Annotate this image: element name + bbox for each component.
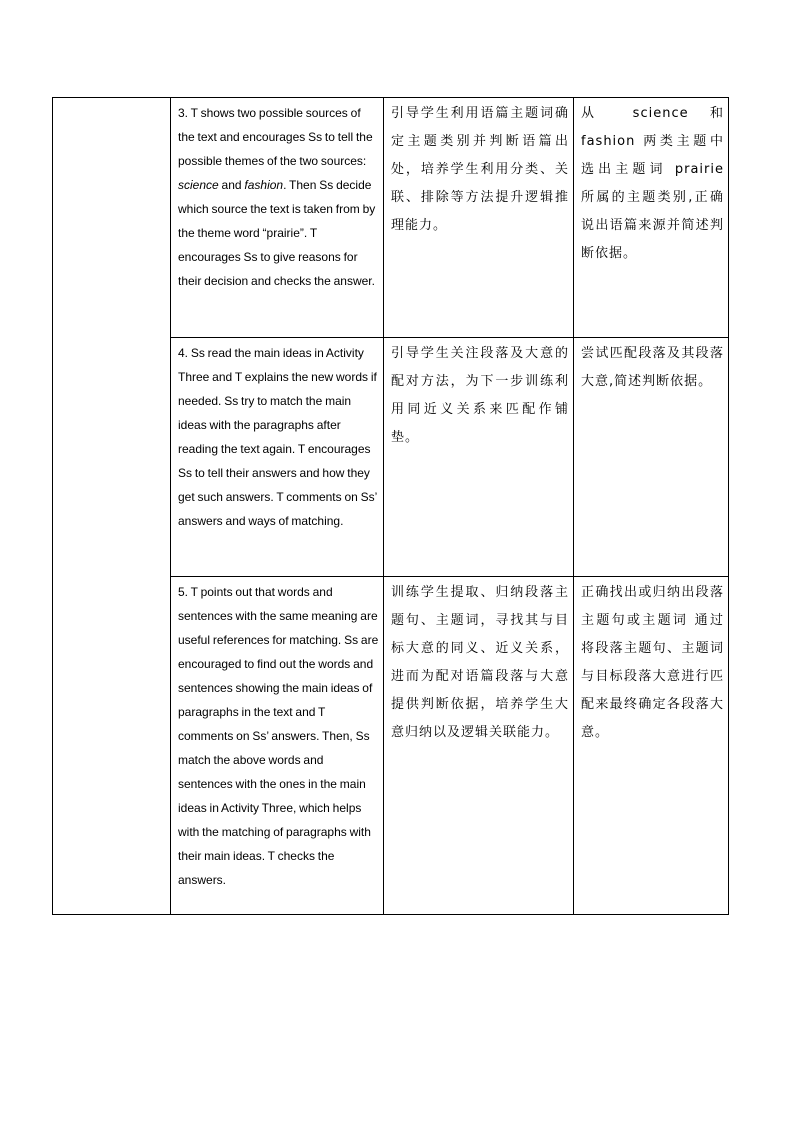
activity-cell bbox=[171, 98, 384, 338]
evaluation-cell bbox=[574, 338, 729, 577]
evaluation-text: 正确找出或归纳出段落主题句或主题词 通过将段落主题句、主题词与目标段落大意进行匹配来最终确定各段落大意。 bbox=[581, 585, 724, 740]
activity-text: 4. Ss read the main ideas in Activity Three and T explains the new words if needed. Ss try to match the main ideas with the paragraphs after reading the text again. T encourages Ss to tell their answers and how they get such answers. T comments on Ss’ answers and ways of matching. bbox=[178, 346, 377, 528]
activity-text: 5. T points out that words and sentences with the same meaning are useful references for matching. Ss are encouraged to find out the words and sentences showing the main ideas of paragraphs in the text and T comments on Ss’ answers. Then, Ss match the above words and sentences with the ones in the main ideas in Activity Three, which helps with the matching of paragraphs with their main ideas. T checks the answers. bbox=[178, 585, 379, 887]
purpose-cell bbox=[384, 98, 574, 338]
table-row bbox=[53, 98, 729, 338]
activity-cell bbox=[171, 577, 384, 915]
evaluation-cell bbox=[574, 98, 729, 338]
lesson-plan-table bbox=[52, 97, 729, 915]
evaluation-text: 从 science 和 fashion 两类主题中选出主题词 prairie 所属的主题类别,正确说出语篇来源并简述判断依据。 bbox=[581, 106, 724, 261]
purpose-text: 引导学生关注段落及大意的配对方法，为下一步训练利用同近义关系来匹配作铺垫。 bbox=[391, 346, 569, 445]
evaluation-cell bbox=[574, 577, 729, 915]
stage-cell bbox=[53, 98, 171, 915]
evaluation-text: 尝试匹配段落及其段落大意,简述判断依据。 bbox=[581, 346, 724, 389]
activity-text: 3. T shows two possible sources of the text and encourages Ss to tell the possible themes of the two sources: science and fashion. Then Ss decide which source the text is taken from by the theme word “prairie”. T encourages Ss to give reasons for their decision and checks the answer. bbox=[178, 106, 376, 288]
purpose-cell bbox=[384, 338, 574, 577]
purpose-text: 引导学生利用语篇主题词确定主题类别并判断语篇出处，培养学生利用分类、关联、排除等方法提升逻辑推理能力。 bbox=[391, 106, 569, 233]
purpose-cell bbox=[384, 577, 574, 915]
purpose-text: 训练学生提取、归纳段落主题句、主题词，寻找其与目标大意的同义、近义关系，进而为配对语篇段落与大意提供判断依据，培养学生大意归纳以及逻辑关联能力。 bbox=[391, 585, 569, 740]
activity-cell bbox=[171, 338, 384, 577]
